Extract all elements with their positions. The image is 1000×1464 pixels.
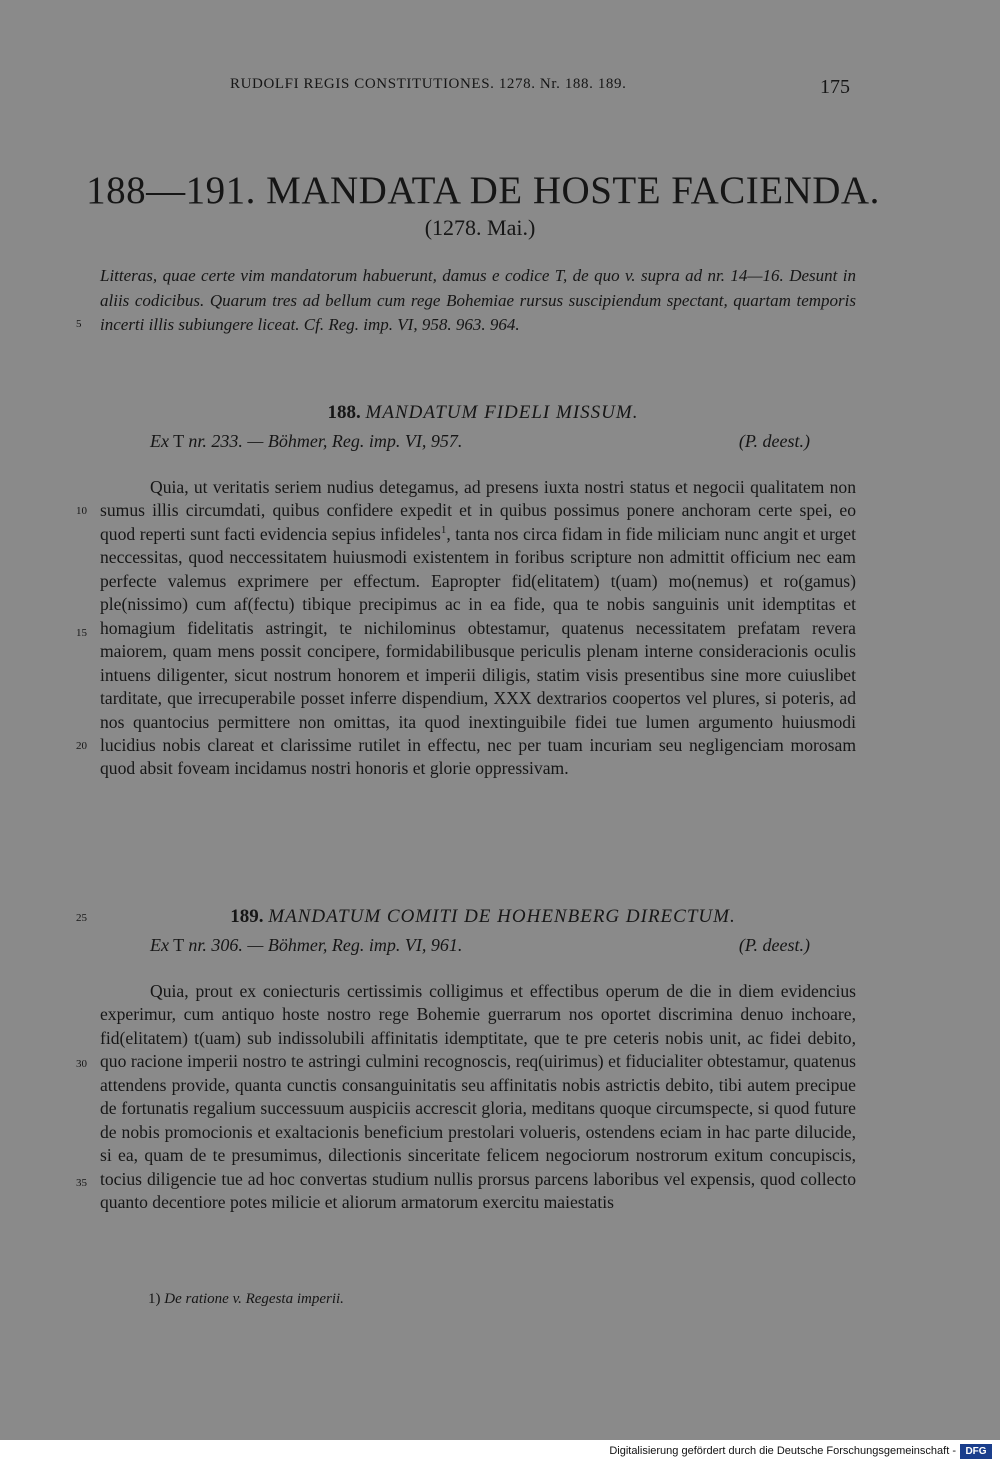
section-number: 188.	[327, 402, 361, 423]
running-head-text: RUDOLFI REGIS CONSTITUTIONES. 1278. Nr. 188. 189.	[230, 76, 627, 92]
source-line-188	[150, 431, 810, 452]
source-note: (P. deest.)	[738, 431, 810, 451]
line-number: 35	[76, 1177, 87, 1189]
source-line-189	[150, 935, 810, 956]
section-text-188	[100, 476, 856, 781]
section-heading-188	[0, 402, 966, 424]
footnote-number: 1)	[148, 1291, 161, 1307]
running-head	[0, 76, 1000, 100]
section-number: 189.	[230, 906, 264, 927]
footnote	[148, 1291, 344, 1308]
line-number: 15	[76, 627, 87, 639]
line-number: 10	[76, 505, 87, 517]
line-number: 5	[76, 318, 82, 330]
text-part: Quia, prout ex coniecturis certissimis colligimus et effectibus operum de die in diem evidencius experimur, cum antiquo hoste nostro rege Bohemie guerrarum nos oportet discrimina denuo inchoare, fid(elitatem) t(uam) sub indissolubili affinitatis idemptitate, que te pre ceteris nobis unit, ac fidei debito, quo racione imperii nostro te astringi culmini recognoscis, req(uirimus) et fiducialiter obtestamur, quatenus attendens provide, quanta cunctis consanguinitatis seu affinitatis nobis astrictis debito, tibi autem precipue de fortunatis regalium successuum auspiciis accrescit gloria, meditans quoque circumspecte, si quod future de nobis promocionis et exaltacionis beneficium prestolari volueris, ostendens eciam in hac parte dilucide, si ea, quam de te presumimus, dilectionis sinceritate felicem negociorum nostrorum exitum concupiscis, tocius diligencie tue ad hoc convertas studium nullis prorsus parcens laboribus vel expensis, quod collecto quanto decentiore potes milicie et aliorum armatorum exercitu maiestatis	[100, 981, 856, 1213]
document-title: 188—191. MANDATA DE HOSTE FACIENDA.	[86, 169, 880, 212]
source-reference: nr. 306. — Böhmer, Reg. imp. VI, 961.	[188, 935, 463, 955]
page-number: 175	[820, 76, 850, 98]
text-part: , tanta nos circa fidam in fide miliciam nunc angit et urget neccessitas, quod neccessitatem huiusmodi existentem in foribus scripture non admittit officium nec eam perfecte valemus exprimere per effectum. Eapropter fid(elitatem) t(uam) mo(nemus) et ro(gamus) ple(nissimo) cum af(fectu) tibique precipimus ac in ea fide, qua te nobis sanguinis unit idemptitas et homagium fidelitatis astringit, te nichilominus obtestamur, quatenus necessitatem prefatam revera maiorem, quam mens possit concipere, formidabilibusque periculis plenam interne consideracionis oculis intuens diligenter, sicut nostrum honorem et imperii diligis, statim visis presentibus sine more cuiuslibet tarditate, que irrecuperabile posset inferre dispendium, XXX dextrarios coopertos vel plures, si poteris, ad nos quantocius permittere non omittas, ita quod inextinguibile fidei tue lumen argumento huiusmodi lucidius nobis clareat et clarissime rutilet in effectu, nec per tuam incuriam seu negligenciam morosam quod absit foveam incidamus nostri honoris et glorie oppressivam.	[100, 523, 856, 779]
line-number: 30	[76, 1058, 87, 1070]
source-reference: nr. 233. — Böhmer, Reg. imp. VI, 957.	[188, 431, 463, 451]
digitization-credit-bar	[0, 1440, 1000, 1464]
section-title: MANDATUM FIDELI MISSUM.	[365, 402, 639, 423]
source-prefix: Ex	[150, 935, 169, 955]
section-text-189	[100, 980, 856, 1215]
document-date: (1278. Mai.)	[424, 215, 536, 240]
intro-paragraph: Litteras, quae certe vim mandatorum habuerunt, damus e codice T, de quo v. supra ad nr. 14—16. Desunt in aliis codicibus. Quarum tres ad bellum cum rege Bohemiae rursus suscipiendum spectant, quartam temporis incerti illis subiungere liceat. Cf. Reg. imp. VI, 958. 963. 964.	[100, 266, 856, 334]
credit-text: Digitalisierung gefördert durch die Deutsche Forschungsgemeinschaft -	[609, 1445, 956, 1457]
footnote-text: De ratione v. Regesta imperii.	[164, 1291, 344, 1307]
section-title: MANDATUM COMITI DE HOHENBERG DIRECTUM.	[268, 906, 736, 927]
source-note: (P. deest.)	[738, 935, 810, 955]
dfg-logo: DFG	[960, 1444, 992, 1459]
footnote-reference[interactable]: 1	[440, 524, 447, 537]
source-codex: T	[173, 431, 184, 451]
line-number: 25	[76, 912, 87, 924]
source-prefix: Ex	[150, 431, 169, 451]
section-heading-189	[0, 906, 966, 928]
line-number: 20	[76, 740, 87, 752]
text-part: Quia, ut veritatis seriem nudius detegamus, ad presens iuxta nostri status et negocii qualitatem non sumus illis circumdati, quibus confidere expedit et in quibus possimus ponere anchoram certe spei, eo quod reperti sunt facti evidencia sepius infideles	[100, 477, 856, 544]
source-codex: T	[173, 935, 184, 955]
